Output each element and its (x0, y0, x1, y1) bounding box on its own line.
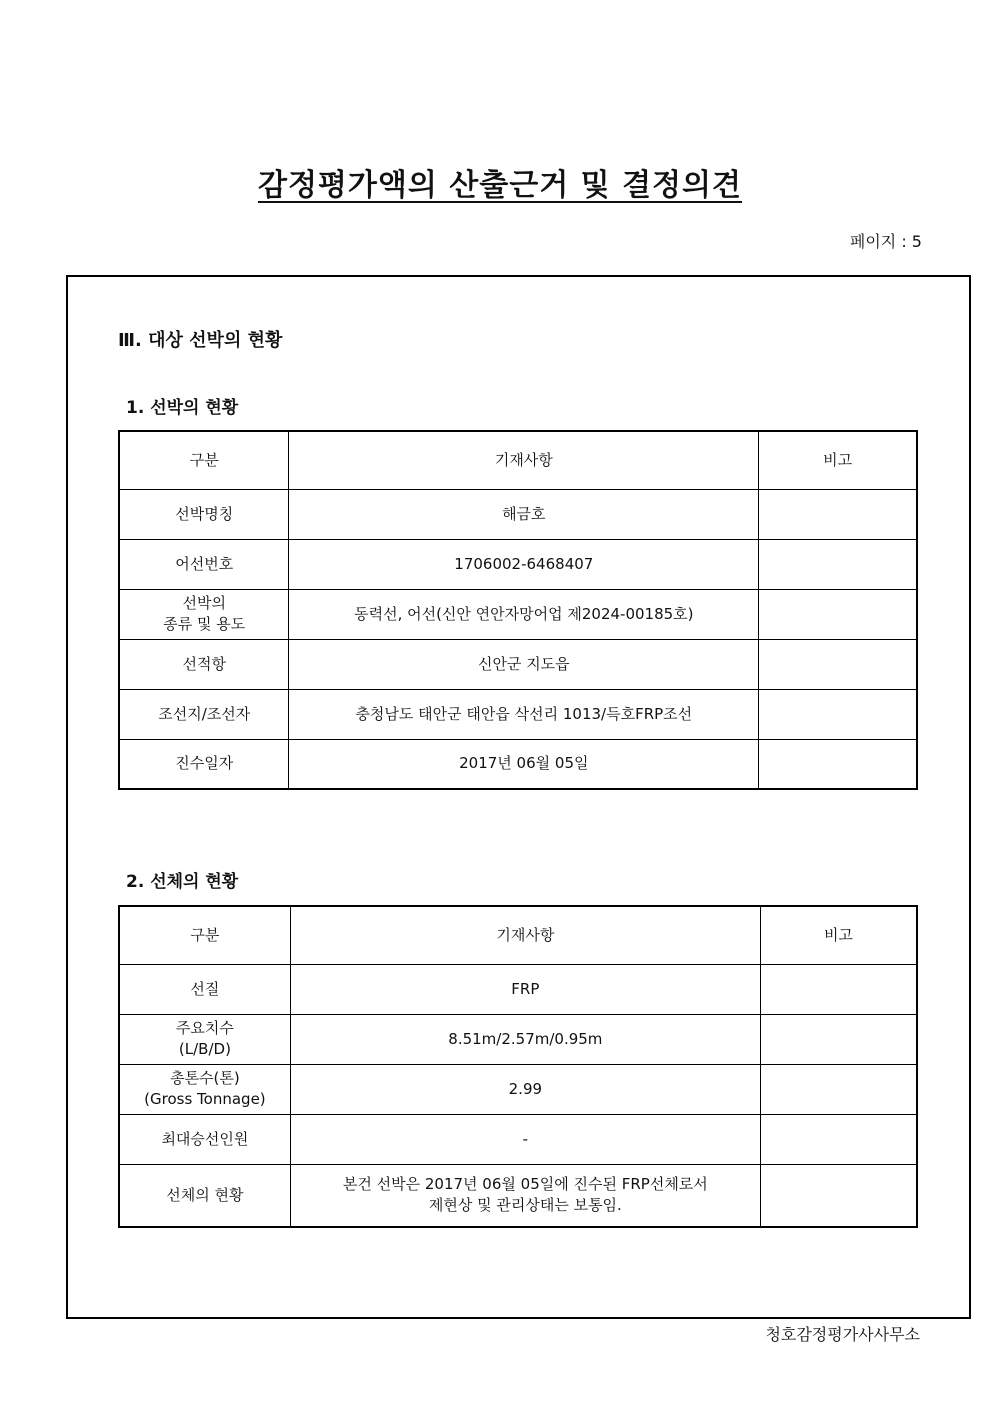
row-note (759, 489, 917, 539)
table-row (119, 739, 917, 789)
col-header-category: 구분 (119, 431, 289, 489)
col-header-details: 기재사항 (289, 431, 759, 489)
row-label: 선박명칭 (119, 489, 289, 539)
document-title-text: 감정평가액의 산출근거 및 결정의견 (257, 168, 743, 203)
page-number: 페이지 : 5 (849, 232, 922, 251)
row-note (760, 1164, 917, 1227)
row-label: 선적항 (119, 639, 289, 689)
table-row (119, 689, 917, 739)
row-label: 최대승선인원 (119, 1114, 290, 1164)
table-row (119, 964, 917, 1014)
row-note (760, 1114, 917, 1164)
table-header-row (119, 431, 917, 489)
vessel-heading: 1. 선박의 현황 (126, 398, 239, 418)
row-label: 선질 (119, 964, 290, 1014)
row-note (759, 689, 917, 739)
row-value: 1706002-6468407 (289, 539, 759, 589)
document-title (0, 160, 1000, 204)
row-value: 2017년 06월 05일 (289, 739, 759, 789)
row-value: FRP (290, 964, 760, 1014)
hull-table (118, 905, 918, 1228)
row-note (760, 1064, 917, 1114)
table-header-row (119, 906, 917, 964)
table-row (119, 1114, 917, 1164)
row-label: 총톤수(톤) (Gross Tonnage) (119, 1064, 290, 1114)
row-note (759, 639, 917, 689)
section-heading: Ⅲ. 대상 선박의 현황 (118, 330, 283, 351)
office-name: 청호감정평가사사무소 (765, 1325, 920, 1344)
row-note (759, 539, 917, 589)
row-value: 신안군 지도읍 (289, 639, 759, 689)
hull-heading: 2. 선체의 현황 (126, 872, 239, 892)
table-row (119, 1064, 917, 1114)
row-label: 진수일자 (119, 739, 289, 789)
row-note (760, 964, 917, 1014)
table-row (119, 589, 917, 639)
row-note (759, 589, 917, 639)
row-value: 해금호 (289, 489, 759, 539)
col-header-details: 기재사항 (290, 906, 760, 964)
table-row (119, 1014, 917, 1064)
row-note (759, 739, 917, 789)
row-value: 2.99 (290, 1064, 760, 1114)
row-note (760, 1014, 917, 1064)
row-value: 충청남도 태안군 태안읍 삭선리 1013/득호FRP조선 (289, 689, 759, 739)
row-label: 주요치수 (L/B/D) (119, 1014, 290, 1064)
col-header-remarks: 비고 (760, 906, 917, 964)
row-label: 선박의 종류 및 용도 (119, 589, 289, 639)
row-label: 어선번호 (119, 539, 289, 589)
row-value: 8.51m/2.57m/0.95m (290, 1014, 760, 1064)
table-row (119, 489, 917, 539)
table-row (119, 539, 917, 589)
row-value: - (290, 1114, 760, 1164)
table-row (119, 1164, 917, 1227)
col-header-remarks: 비고 (759, 431, 917, 489)
vessel-table (118, 430, 918, 790)
row-label: 선체의 현황 (119, 1164, 290, 1227)
table-row (119, 639, 917, 689)
col-header-category: 구분 (119, 906, 290, 964)
row-value: 동력선, 어선(신안 연안자망어업 제2024-00185호) (289, 589, 759, 639)
row-label: 조선지/조선자 (119, 689, 289, 739)
row-value: 본건 선박은 2017년 06월 05일에 진수된 FRP선체로서 제현상 및 관리상태는 보통임. (290, 1164, 760, 1227)
